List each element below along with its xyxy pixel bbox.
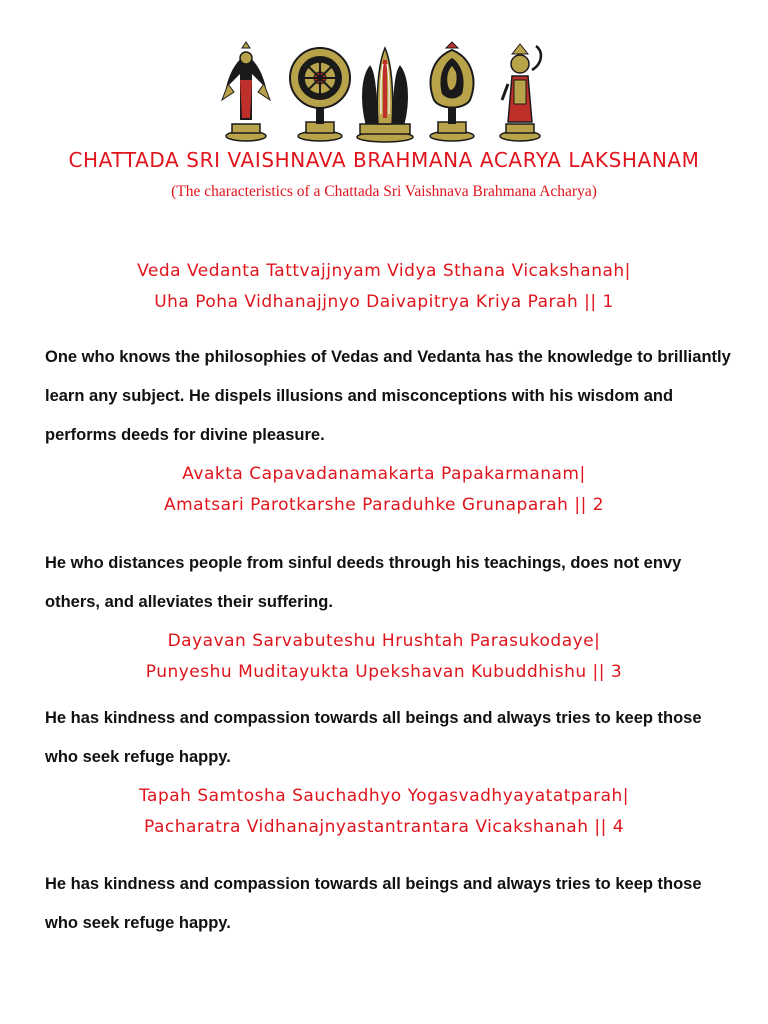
verse-block-1 <box>0 256 768 318</box>
verse-line: Dayavan Sarvabuteshu Hrushtah Parasukodaye| <box>167 631 601 651</box>
garuda-icon <box>222 42 270 141</box>
verse-line: Veda Vedanta Tattvajjnyam Vidya Sthana Vicakshanah| <box>137 261 631 281</box>
thiruman-feet-icon <box>357 48 413 142</box>
verse-line: Tapah Samtosha Sauchadhyo Yogasvadhyayatatparah| <box>138 786 630 806</box>
sudarshana-chakra-icon <box>290 48 350 141</box>
meaning-paragraph-1: One who knows the philosophies of Vedas and Vedanta has the knowledge to brilliantly learn any subject. He dispels illusions and misconceptions with his wisdom and performs deeds for divine pleasure. <box>45 348 731 444</box>
verse-line: Uha Poha Vidhanajjnyo Daivapitrya Kriya Parah || 1 <box>154 292 614 312</box>
meaning-paragraph-2: He who distances people from sinful deeds through his teachings, does not envy others, and alleviates their suffering. <box>45 554 682 611</box>
verse-line: Avakta Capavadanamakarta Papakarmanam| <box>182 464 586 484</box>
meaning-paragraph-4: He has kindness and compassion towards all beings and always tries to keep those who seek refuge happy. <box>45 875 702 932</box>
shankha-conch-icon <box>430 42 474 141</box>
verse-line: Punyeshu Muditayukta Upekshavan Kubuddhishu || 3 <box>145 662 623 682</box>
hanuman-icon <box>500 44 541 141</box>
verse-block-4 <box>0 781 768 843</box>
verse-block-2 <box>0 459 768 521</box>
verse-line: Amatsari Parotkarshe Paraduhke Grunaparah || 2 <box>163 495 605 515</box>
page-subtitle: (The characteristics of a Chattada Sri Vaishnava Brahmana Acharya) <box>171 183 597 200</box>
verse-block-3 <box>0 626 768 688</box>
page-title: CHATTADA SRI VAISHNAVA BRAHMANA ACARYA LAKSHANAM <box>68 148 700 172</box>
vaishnava-emblem <box>220 40 550 144</box>
verse-line: Pacharatra Vidhanajnyastantrantara Vicakshanah || 4 <box>143 817 625 837</box>
meaning-paragraph-3: He has kindness and compassion towards all beings and always tries to keep those who seek refuge happy. <box>45 709 702 766</box>
